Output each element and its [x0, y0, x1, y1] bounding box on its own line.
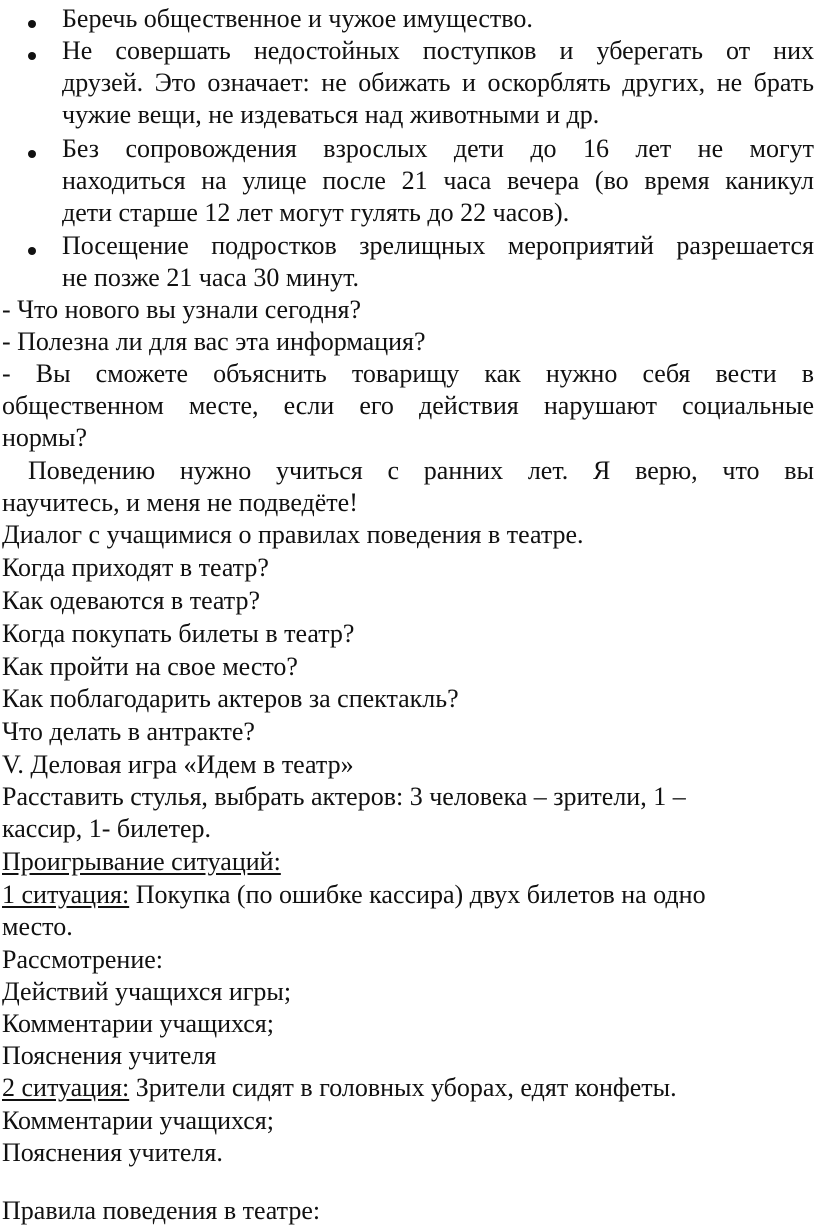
bullet-line: друзей. Это означает: не обижать и оскорблять других, не брать — [62, 68, 814, 97]
section-heading: V. Деловая игра «Идем в театр» — [2, 750, 354, 779]
bullet-line: чужие вещи, не издеваться над животными и др. — [62, 100, 600, 129]
question-line: - Вы сможете объяснить товарищу как нужно себя вести в — [2, 359, 814, 388]
question-line: - Что нового вы узнали сегодня? — [2, 295, 361, 324]
instruction-line: Расставить стулья, выбрать актеров: 3 человека – зрители, 1 – — [2, 782, 686, 811]
dialog-question: Как одеваются в театр? — [2, 586, 261, 615]
bullet-line: Не совершать недостойных поступков и уберегать от них — [62, 36, 814, 65]
closing-line — [2, 456, 814, 486]
question-line: нормы? — [2, 423, 87, 452]
situation-1-text: Покупка (по ошибке кассира) двух билетов на одно — [129, 880, 706, 909]
dialog-question: Как поблагодарить актеров за спектакль? — [2, 684, 459, 713]
question-line: общественном месте, если его действия нарушают социальные — [2, 391, 814, 420]
bullet-line: Без сопровождения взрослых дети до 16 лет не могут — [62, 134, 814, 163]
bullet-line: дети старше 12 лет могут гулять до 22 часов). — [62, 198, 570, 227]
situation-2-text: Зрители сидят в головных уборах, едят конфеты. — [129, 1073, 677, 1102]
bullet-line: находиться на улице после 21 часа вечера (во время каникул — [62, 166, 814, 195]
closing-line: научитесь, и меня не подведёте! — [2, 488, 358, 517]
dialog-question: Как пройти на свое место? — [2, 652, 298, 681]
bullet-line: Беречь общественное и чужое имущество. — [62, 4, 533, 33]
situation-1-line — [2, 880, 814, 910]
closing-text: Поведению нужно учиться с ранних лет. Я верю, что вы — [28, 456, 814, 485]
bullet-icon — [28, 52, 36, 60]
review-line: Комментарии учащихся; — [2, 1009, 274, 1038]
question-line: - Полезна ли для вас эта информация? — [2, 327, 426, 356]
review-line: Действий учащихся игры; — [2, 977, 292, 1006]
review-line: Пояснения учителя — [2, 1041, 217, 1070]
bullet-icon — [28, 150, 36, 158]
bullet-icon — [28, 247, 36, 255]
dialog-heading: Диалог с учащимися о правилах поведения в театре. — [2, 520, 584, 549]
bullet-icon — [28, 20, 36, 28]
review-line: Пояснения учителя. — [2, 1138, 223, 1167]
dialog-question: Что делать в антракте? — [2, 717, 255, 746]
situation-1-cont: место. — [2, 912, 73, 941]
situations-heading: Проигрывание ситуаций: — [2, 847, 281, 876]
review-line: Комментарии учащихся; — [2, 1106, 274, 1135]
situation-2-line — [2, 1073, 814, 1103]
rules-heading: Правила поведения в театре: — [2, 1196, 321, 1225]
review-line: Рассмотрение: — [2, 945, 164, 974]
bullet-line: не позже 21 часа 30 минут. — [62, 263, 360, 292]
situation-2-label: 2 ситуация: — [2, 1073, 130, 1102]
instruction-line: кассир, 1- билетер. — [2, 814, 211, 843]
situation-1-label: 1 ситуация: — [2, 880, 130, 909]
bullet-line: Посещение подростков зрелищных мероприятий разрешается — [62, 231, 814, 260]
dialog-question: Когда приходят в театр? — [2, 553, 269, 582]
dialog-question: Когда покупать билеты в театр? — [2, 619, 355, 648]
